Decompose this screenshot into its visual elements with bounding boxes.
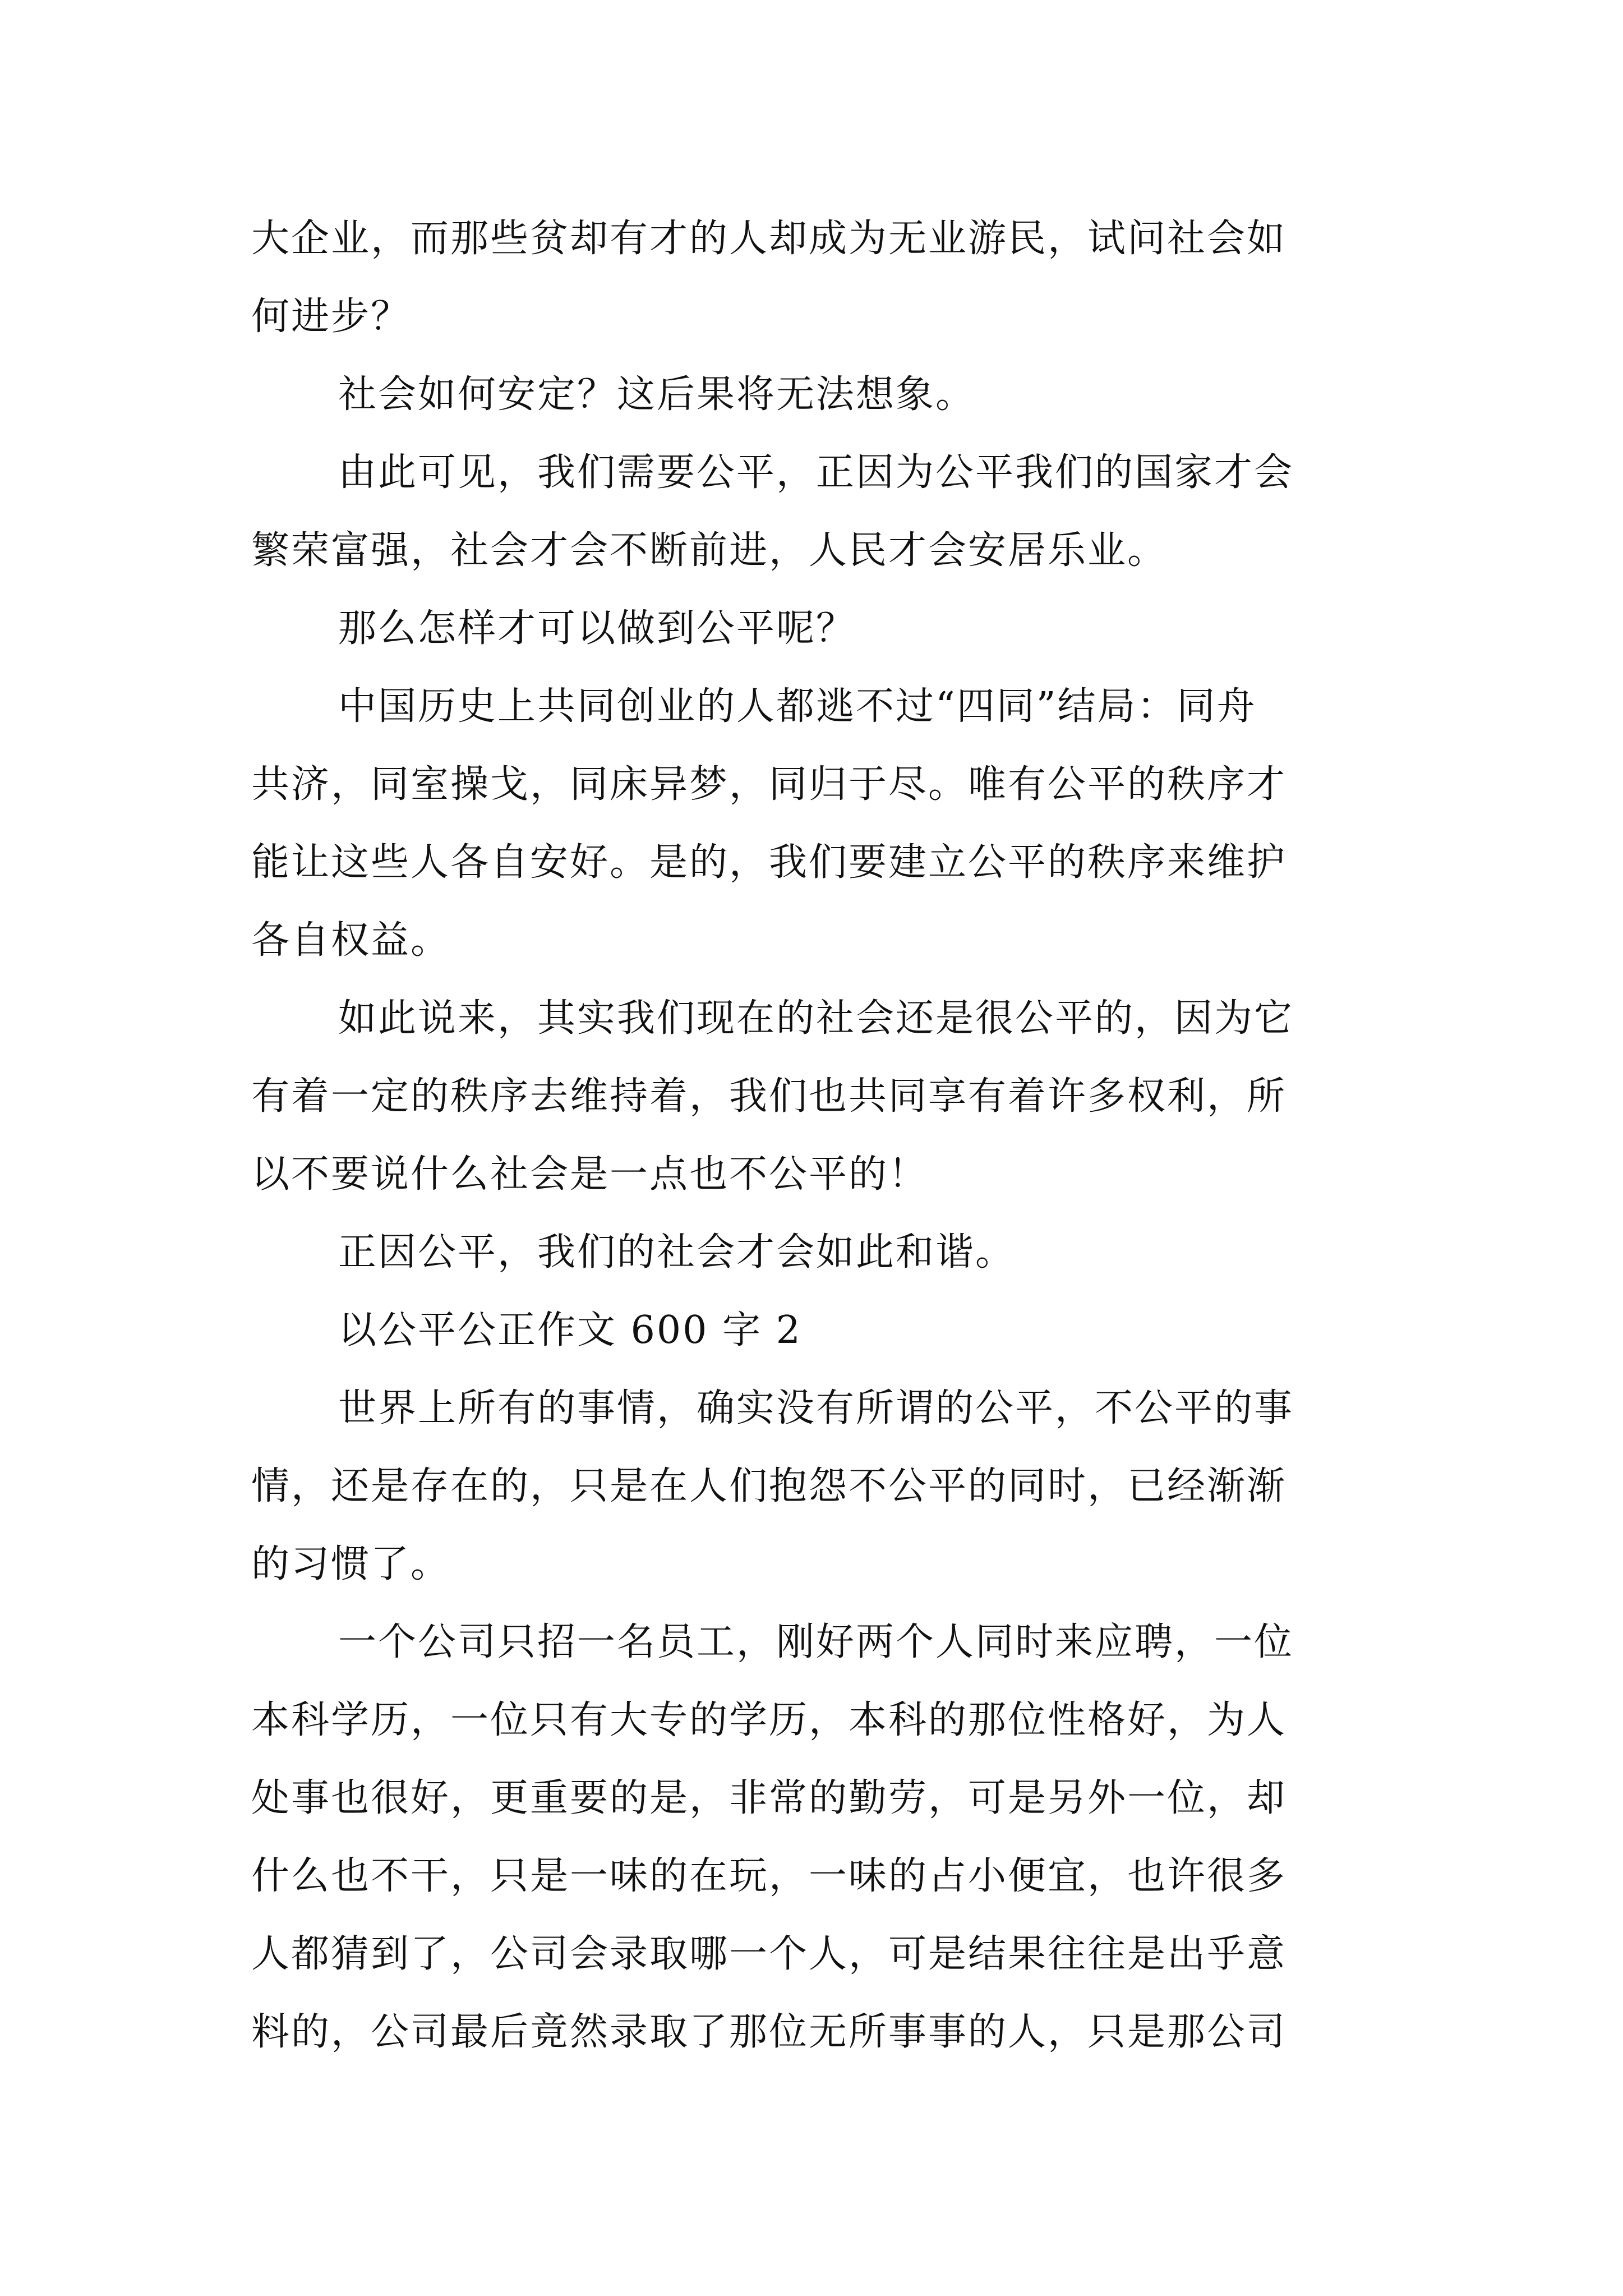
text-line: 如此说来，其实我们现在的社会还是很公平的，因为它 xyxy=(338,996,1294,1041)
text-line: 何进步？ xyxy=(251,295,411,339)
text-line: 料的，公司最后竟然录取了那位无所事事的人，只是那公司 xyxy=(251,2010,1287,2054)
text-line: 社会如何安定？这后果将无法想象。 xyxy=(338,372,976,417)
text-line: 情，还是存在的，只是在人们抱怨不公平的同时，已经渐渐 xyxy=(251,1464,1287,1508)
text-line: 中国历史上共同创业的人都逃不过“四同”结局：同舟 xyxy=(338,684,1257,729)
text-line: 大企业，而那些贫却有才的人却成为无业游民，试问社会如 xyxy=(251,217,1287,261)
text-line: 各自权益。 xyxy=(251,918,451,963)
text-line: 世界上所有的事情，确实没有所谓的公平，不公平的事 xyxy=(338,1386,1294,1430)
text-line: 正因公平，我们的社会才会如此和谐。 xyxy=(338,1230,1016,1274)
text-line: 共济，同室操戈，同床异梦，同归于尽。唯有公平的秩序才 xyxy=(251,762,1287,807)
section-heading: 以公平公正作文 600 字 2 xyxy=(338,1308,802,1352)
text-line: 的习惯了。 xyxy=(251,1542,451,1586)
text-line: 以不要说什么社会是一点也不公平的！ xyxy=(251,1152,929,1197)
text-line: 繁荣富强，社会才会不断前进，人民才会安居乐业。 xyxy=(251,528,1168,573)
text-line: 处事也很好，更重要的是，非常的勤劳，可是另外一位，却 xyxy=(251,1776,1287,1820)
text-line: 什么也不干，只是一味的在玩，一味的占小便宜，也许很多 xyxy=(251,1854,1287,1898)
text-line: 一个公司只招一名员工，刚好两个人同时来应聘，一位 xyxy=(338,1620,1294,1664)
text-line: 有着一定的秩序去维持着，我们也共同享有着许多权利，所 xyxy=(251,1074,1287,1119)
text-line: 由此可见，我们需要公平，正因为公平我们的国家才会 xyxy=(338,450,1294,495)
text-line: 本科学历，一位只有大专的学历，本科的那位性格好，为人 xyxy=(251,1698,1287,1742)
text-line: 那么怎样才可以做到公平呢？ xyxy=(338,606,856,651)
text-line: 人都猜到了，公司会录取哪一个人，可是结果往往是出乎意 xyxy=(251,1932,1287,1976)
text-line: 能让这些人各自安好。是的，我们要建立公平的秩序来维护 xyxy=(251,840,1287,885)
